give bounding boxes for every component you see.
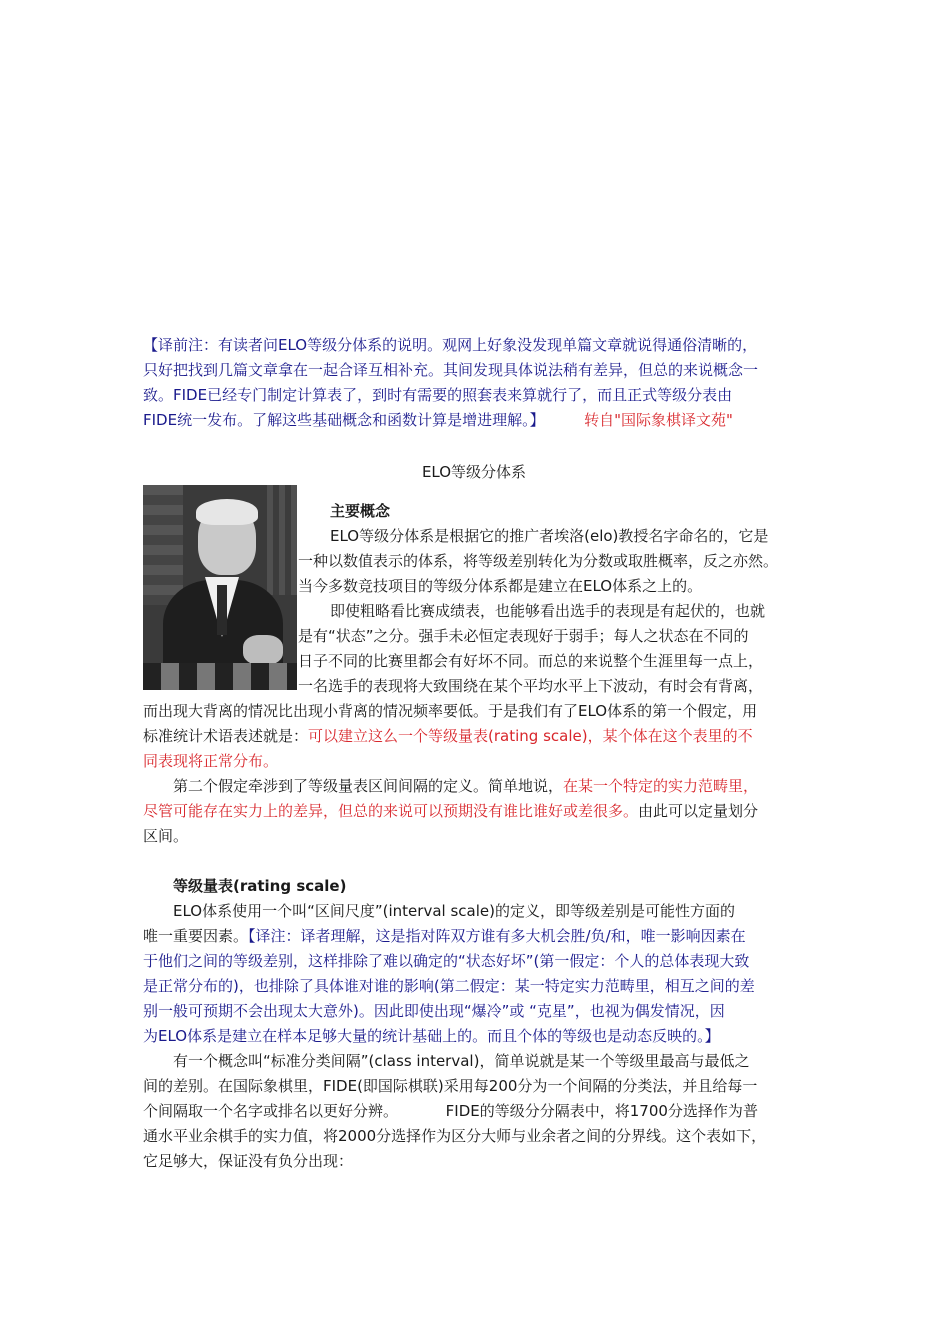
section1-para3-a — [143, 774, 805, 799]
intro-line-3: 致。FIDE已经专门制定计算表了，到时有需要的照套表来算就行了，而且正式等级分表由 — [143, 386, 733, 404]
intro-line-2: 只好把找到几篇文章拿在一起合译互相补充。其间发现具体说法稍有差异，但总的来说概念一 — [143, 361, 759, 379]
section2-note-line-4: 为ELO体系是建立在样本足够大量的统计基础上的。而且个体的等级也是动态反映的。】 — [143, 1027, 720, 1045]
section2-para1-b-blue: 【译注：译者理解，这是指对阵双方谁有多大机会胜/负/和，唯一影响因素在 — [248, 927, 746, 945]
portrait-photo-icon — [143, 485, 297, 690]
section1-para3-c: 区间。 — [143, 827, 189, 845]
section1-para2-full-b-plain: 标准统计术语表述就是： — [143, 727, 309, 745]
section2-para1-b-plain: 唯一重要因素。 — [143, 927, 249, 945]
section1-para3-a-red: 在某一个特定的实力范畴里， — [563, 777, 759, 795]
section1-para3-b — [143, 799, 805, 824]
section1-para3-a-plain: 第二个假定牵涉到了等级量表区间间隔的定义。简单地说， — [173, 777, 564, 795]
section2-note-line-2: 是正常分布的)，也排除了具体谁对谁的影响(第二假定：某一特定实力范畴里，相互之间的差 — [143, 977, 755, 995]
section1-para1-line3: 当今多数竞技项目的等级分体系都是建立在ELO体系之上的。 — [298, 577, 703, 595]
section2-para2-line2: 间的差别。在国际象棋里，FIDE(即国际棋联)采用每200分为一个间隔的分类法，并且给每一 — [143, 1077, 758, 1095]
intro-line-1: 【译前注：有读者问ELO等级分体系的说明。观网上好象没发现单篇文章就说得通俗清晰的， — [143, 336, 758, 354]
document-page — [143, 333, 805, 1174]
section2-heading: 等级量表(rating scale) — [173, 877, 347, 895]
intro-line-4-text: FIDE统一发布。了解这些基础概念和函数计算是增进理解。】 — [143, 411, 545, 429]
intro-line-4 — [143, 408, 805, 433]
section1-para2-full-b-red: 可以建立这么一个等级量表(rating scale)，某个体在这个表里的不 — [308, 727, 753, 745]
photo-section — [143, 485, 805, 699]
section2-para2-line3: 个间隔取一个名字或排名以更好分辨。 FIDE的等级分分隔表中，将1700分选择作为普 — [143, 1102, 758, 1120]
section2-para2-line4: 通水平业余棋手的实力值，将2000分选择作为区分大师与业余者之间的分界线。这个表如下， — [143, 1127, 767, 1145]
section1-para2-full-a: 而出现大背离的情况比出现小背离的情况频率要低。于是我们有了ELO体系的第一个假定，用 — [143, 702, 758, 720]
section2-note-line-1: 于他们之间的等级差别，这样排除了难以确定的“状态好坏”(第一假定：个人的总体表现大致 — [143, 952, 750, 970]
section1-para1-line2: 一种以数值表示的体系，将等级差别转化为分数或取胜概率，反之亦然。 — [298, 552, 779, 570]
section1-para2-full-b — [143, 724, 805, 749]
section1-para2-line3: 日子不同的比赛里都会有好坏不同。而总的来说整个生涯里每一点上， — [298, 652, 764, 670]
section1-para3-b-red: 尽管可能存在实力上的差异，但总的来说可以预期没有谁比谁好或差很多。 — [143, 802, 639, 820]
section1-para2-line2: 是有“状态”之分。强手未必恒定表现好于弱手；每人之状态在不同的 — [298, 627, 749, 645]
section2-note-line-3: 别一般可预期不会出现太大意外)。因此即使出现“爆冷”或 “克星”，也视为偶发情况，因 — [143, 1002, 725, 1020]
section2-para1-b — [143, 924, 805, 949]
section1-para2-line4: 一名选手的表现将大致围绕在某个平均水平上下波动，有时会有背离， — [298, 677, 764, 695]
intro-source: 转自"国际象棋译文苑" — [584, 411, 733, 429]
section1-para1-line1: ELO等级分体系是根据它的推广者埃洛(elo)教授名字命名的，它是 — [330, 527, 769, 545]
document-title: ELO等级分体系 — [421, 463, 527, 481]
section2-para2-line5: 它足够大，保证没有负分出现： — [143, 1152, 354, 1170]
section1-para2-line1: 即使粗略看比赛成绩表，也能够看出选手的表现是有起伏的，也就 — [330, 602, 766, 620]
section1-para3-b-plain: 由此可以定量划分 — [638, 802, 759, 820]
section2-para1-a: ELO体系使用一个叫“区间尺度”(interval scale)的定义，即等级差别是可能性方面的 — [173, 902, 735, 920]
section1-para2-full-c: 同表现将正常分布。 — [143, 752, 279, 770]
section1-heading: 主要概念 — [330, 502, 391, 520]
section2-para2-line1: 有一个概念叫“标准分类间隔”(class interval)，简单说就是某一个等级里最高与最低之 — [173, 1052, 750, 1070]
